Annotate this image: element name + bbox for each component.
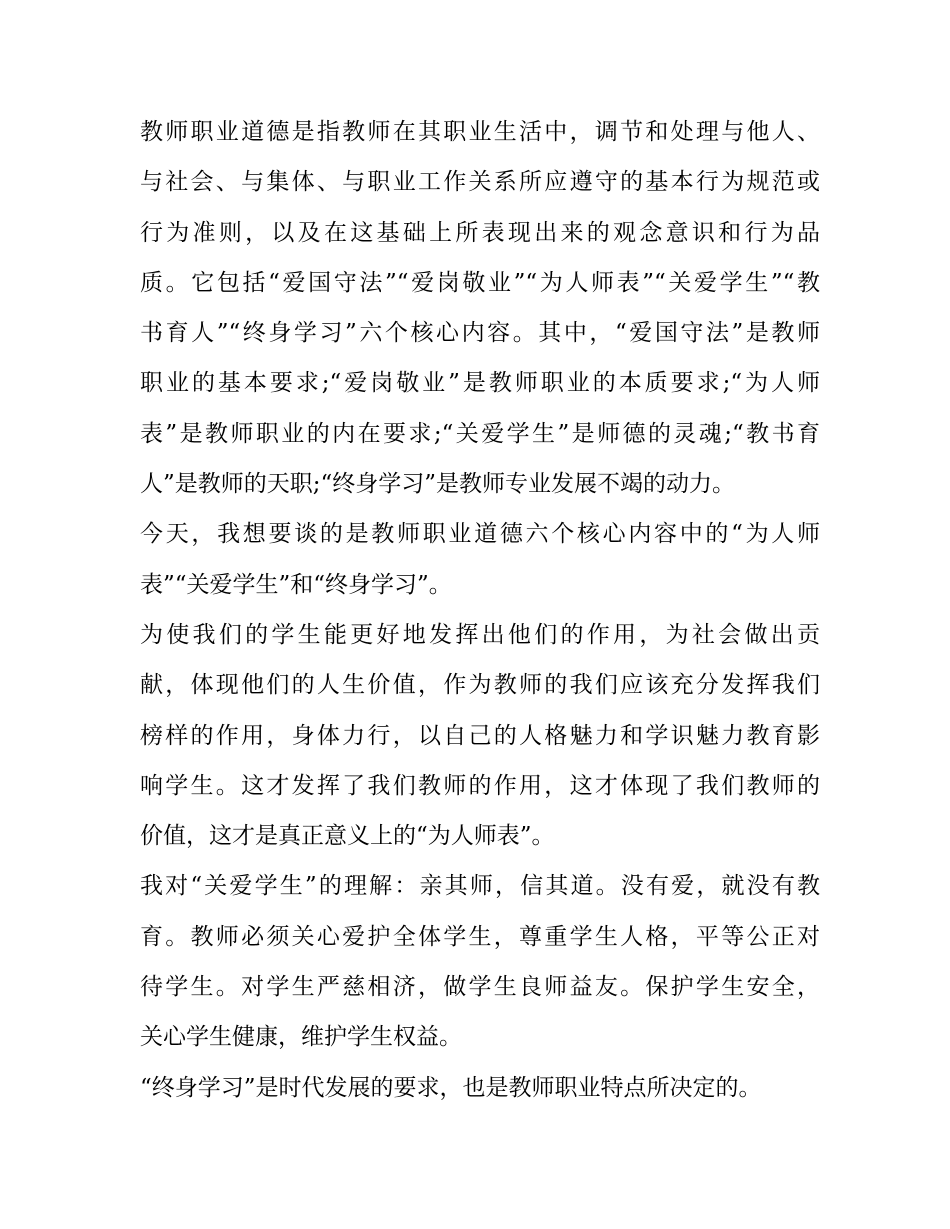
text-line: 育。教师必须关心爱护全体学生，尊重学生人格，平等公正对	[140, 923, 820, 950]
text-line: 待学生。对学生严慈相济，做学生良师益友。保护学生安全，	[140, 974, 820, 1001]
text-line: 献，体现他们的人生价值，作为教师的我们应该充分发挥我们	[140, 672, 820, 699]
text-line: 职业的基本要求;“爱岗敬业”是教师职业的本质要求;“为人师	[140, 370, 820, 397]
text-line: 与社会、与集体、与职业工作关系所应遵守的基本行为规范或	[140, 169, 820, 196]
text-line: 教师职业道德是指教师在其职业生活中，调节和处理与他人、	[140, 119, 820, 145]
text-line: 行为准则，以及在这基础上所表现出来的观念意识和行为品	[140, 219, 820, 246]
text-line: 榜样的作用，身体力行，以自己的人格魅力和学识魅力教育影	[140, 722, 820, 749]
text-line: 响学生。这才发挥了我们教师的作用，这才体现了我们教师的	[140, 772, 820, 799]
text-line: 书育人”“终身学习”六个核心内容。其中，“爱国守法”是教师	[140, 320, 820, 347]
text-line: 为使我们的学生能更好地发挥出他们的作用，为社会做出贡	[140, 621, 820, 648]
text-line: 我对“关爱学生”的理解：亲其师，信其道。没有爱，就没有教	[140, 873, 820, 900]
text-line: 关心学生健康，维护学生权益。	[140, 1024, 462, 1051]
text-line: 表”是教师职业的内在要求;“关爱学生”是师德的灵魂;“教书育	[140, 420, 820, 447]
body-text	[140, 107, 820, 1113]
text-line: 质。它包括“爱国守法”“爱岗敬业”“为人师表”“关爱学生”“教	[140, 269, 820, 296]
text-line: 表”“关爱学生”和“终身学习”。	[140, 571, 452, 598]
text-line: 今天，我想要谈的是教师职业道德六个核心内容中的“为人师	[140, 521, 820, 548]
text-line: 价值，这才是真正意义上的“为人师表”。	[140, 823, 555, 850]
text-line: 人”是教师的天职;“终身学习”是教师专业发展不竭的动力。	[140, 471, 736, 498]
text-line: “终身学习”是时代发展的要求，也是教师职业特点所决定的。	[140, 1074, 762, 1101]
